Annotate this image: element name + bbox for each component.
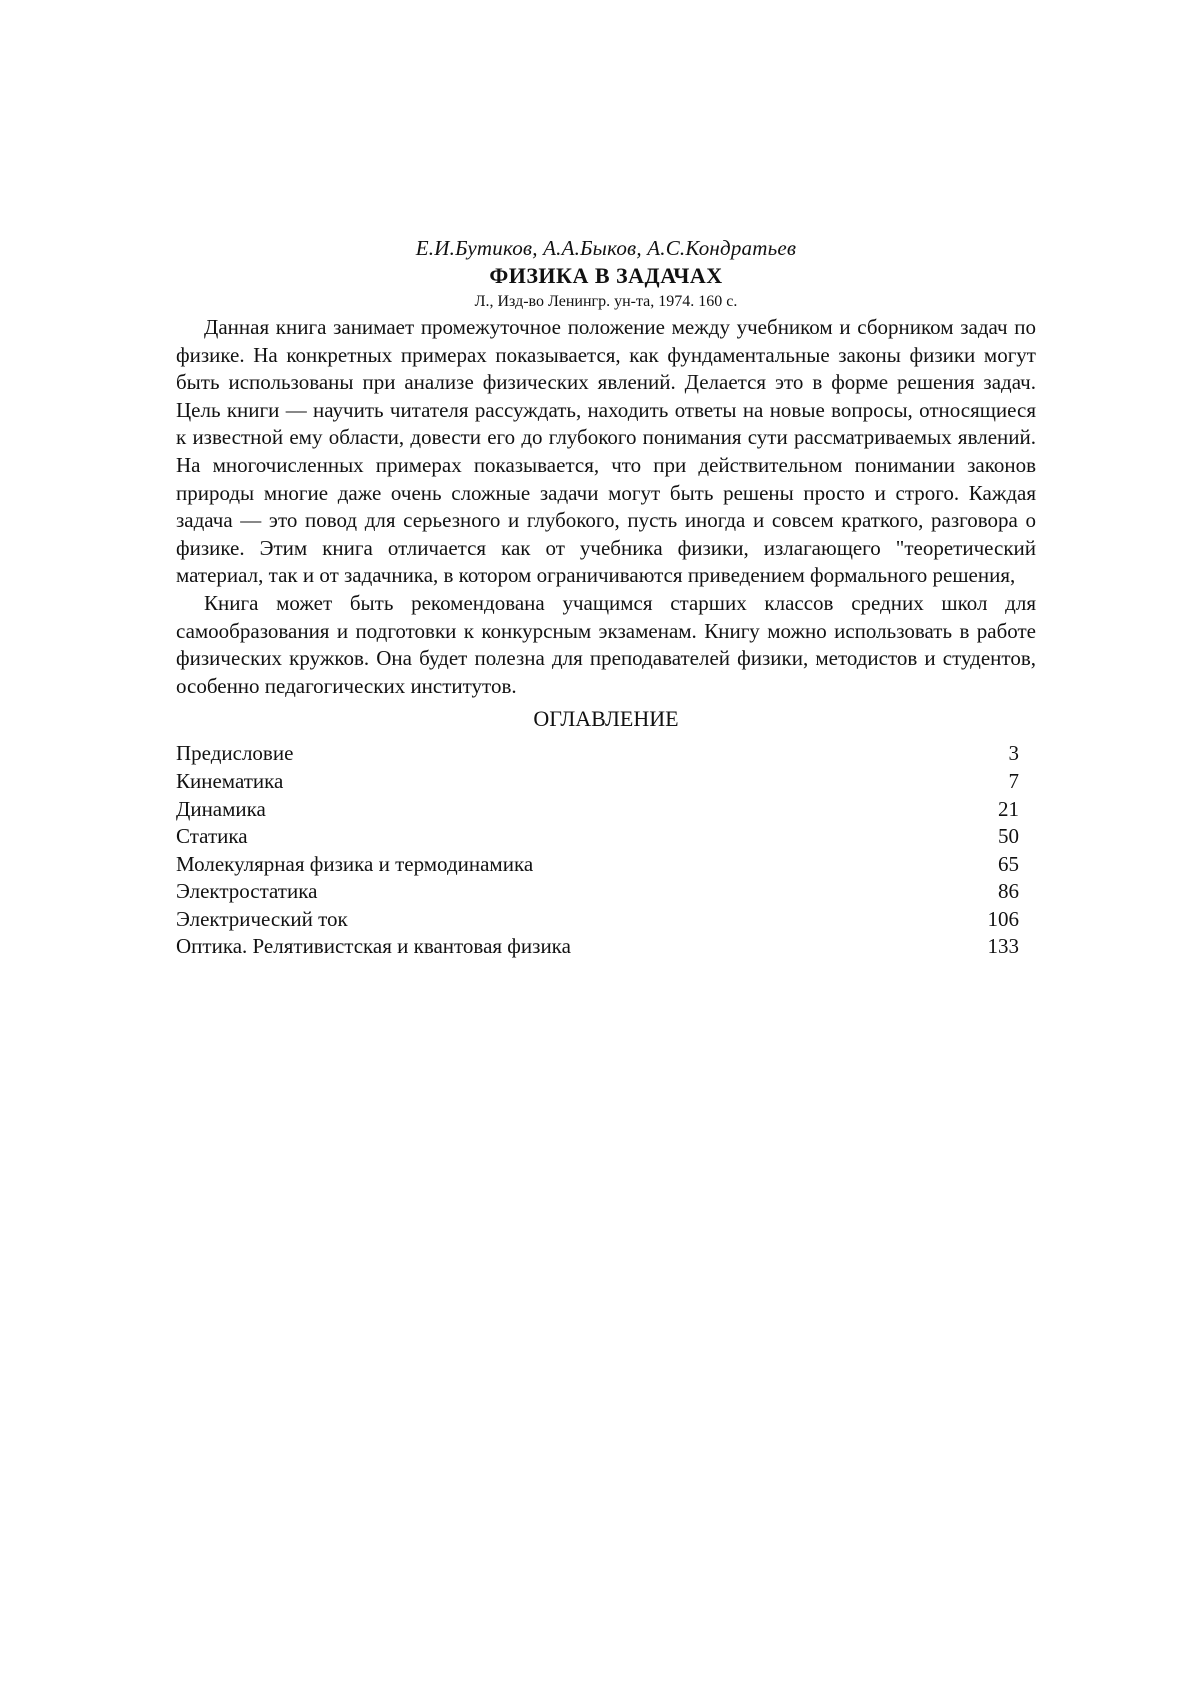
toc-title: Оптика. Релятивистская и квантовая физика (176, 934, 571, 959)
toc-row (176, 878, 1019, 906)
table-of-contents (176, 740, 1019, 961)
document-page (176, 234, 1036, 961)
toc-page-number: 3 (1008, 741, 1019, 766)
toc-page-number: 86 (998, 879, 1019, 904)
toc-heading: ОГЛАВЛЕНИЕ (533, 706, 679, 732)
toc-page-number: 7 (1008, 768, 1019, 793)
book-title: ФИЗИКА В ЗАДАЧАХ (489, 263, 723, 288)
toc-page-number: 65 (998, 851, 1019, 876)
toc-row (176, 823, 1019, 851)
toc-title: Электрический ток (176, 906, 348, 931)
book-imprint: Л., Изд-во Ленингр. ун-та, 1974. 160 с. (474, 293, 738, 310)
toc-title: Молекулярная физика и термодинамика (176, 851, 534, 876)
toc-page-number: 106 (987, 906, 1019, 931)
toc-title: Статика (176, 824, 248, 849)
toc-row (176, 851, 1019, 879)
abstract-paragraph: Книга может быть рекомендована учащимся старших классов средних школ для самообразования и подготовки к конкурсным экзаменам. Книгу можно использовать в работе физических кружков. Она будет полезна для преподавателей физики, методистов и студентов, особенно педагогических институтов. (176, 590, 1036, 698)
toc-page-number: 133 (987, 934, 1019, 959)
toc-row (176, 768, 1019, 796)
toc-title: Кинематика (176, 768, 284, 793)
toc-page-number: 50 (998, 824, 1019, 849)
toc-title: Предисловие (176, 741, 294, 766)
toc-row (176, 796, 1019, 824)
toc-title: Динамика (176, 796, 266, 821)
abstract-paragraph: Данная книга занимает промежуточное положение между учебником и сборником задач по физике. На конкретных примерах показывается, как фундаментальные законы физики могут быть использованы при анализе физических явлений. Делается это в форме решения задач. Цель книги — научить читателя рассуждать, находить ответы на новые вопросы, относящиеся к известной ему области, довести его до глубокого понимания сути рассматриваемых явлений. На многочисленных примерах показывается, что при действительном понимании законов природы многие даже очень сложные задачи могут быть решены просто и строго. Каждая задача — это повод для серьезного и глубокого, пусть иногда и совсем краткого, разговора о физике. Этим книга отличается как от учебника физики, излагающего "теоретический материал, так и от задачника, в котором ограничиваются приведением формального решения, (176, 315, 1036, 588)
toc-row (176, 740, 1019, 768)
toc-row (176, 906, 1019, 934)
toc-title: Электростатика (176, 879, 318, 904)
toc-row (176, 933, 1019, 961)
book-authors: Е.И.Бутиков, А.А.Быков, А.С.Кондратьев (415, 236, 797, 260)
toc-page-number: 21 (998, 796, 1019, 821)
